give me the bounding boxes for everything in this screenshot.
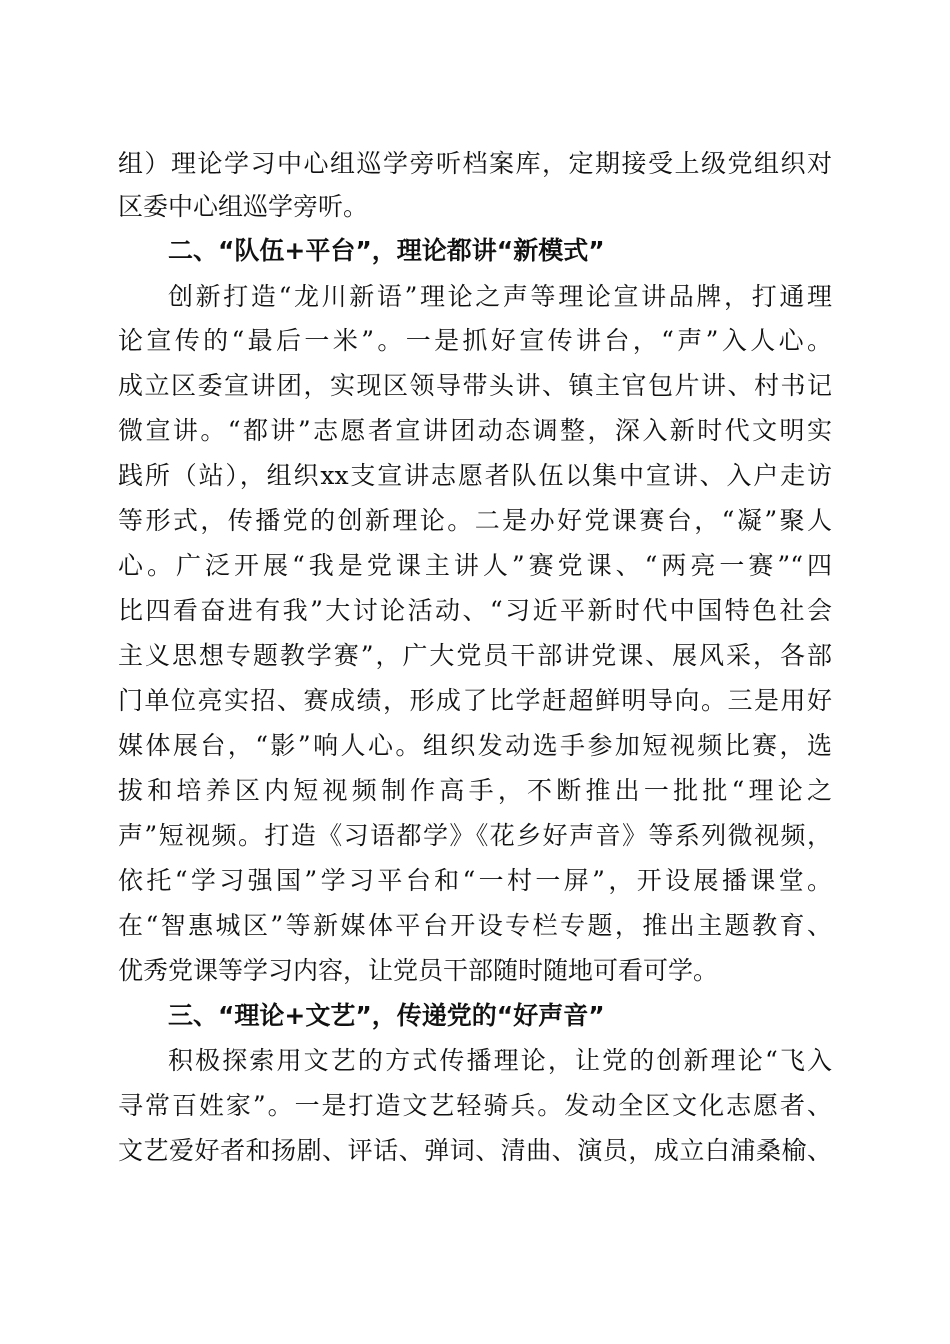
paragraph-line: 依托“学习强国”学习平台和“一村一屏”，开设展播课堂。 [118,866,832,895]
paragraph-line: 主义思想专题教学赛”，广大党员干部讲党课、展风采，各部 [118,641,832,670]
paragraph-line: 等形式，传播党的创新理论。二是办好党课赛台，“凝”聚人 [118,506,832,535]
paragraph-line: 积极探索用文艺的方式传播理论，让党的创新理论“飞入 [168,1046,832,1075]
paragraph-line: 成立区委宣讲团，实现区领导带头讲、镇主官包片讲、村书记 [118,371,832,400]
paragraph-line: 优秀党课等学习内容，让党员干部随时随地可看可学。 [118,956,719,985]
paragraph-line: 心。广泛开展“我是党课主讲人”赛党课、“两亮一赛”“四 [118,551,832,580]
paragraph-line: 声”短视频。打造《习语都学》《花乡好声音》等系列微视频， [118,821,832,850]
paragraph-line: 区委中心组巡学旁听。 [118,192,369,221]
paragraph-line: 比四看奋进有我”大讨论活动、“习近平新时代中国特色社会 [118,596,832,625]
section-heading-3: 三、“理论+文艺”，传递党的“好声音” [168,1001,605,1030]
paragraph-line: 门单位亮实招、赛成绩，形成了比学赶超鲜明导向。三是用好 [118,686,832,715]
paragraph-line: 文艺爱好者和扬剧、评话、弹词、清曲、演员，成立白浦桑榆、 [118,1136,832,1165]
paragraph-line: 创新打造“龙川新语”理论之声等理论宣讲品牌，打通理 [168,282,832,311]
paragraph-line: 论宣传的“最后一米”。一是抓好宣传讲台，“声”入人心。 [118,326,832,355]
paragraph-line: 媒体展台，“影”响人心。组织发动选手参加短视频比赛，选 [118,731,832,760]
paragraph-line: 寻常百姓家”。一是打造文艺轻骑兵。发动全区文化志愿者、 [118,1091,832,1120]
paragraph-line: 微宣讲。“都讲”志愿者宣讲团动态调整，深入新时代文明实 [118,416,832,445]
paragraph-line: 在“智惠城区”等新媒体平台开设专栏专题，推出主题教育、 [118,911,832,940]
paragraph-line: 拔和培养区内短视频制作高手，不断推出一批批“理论之 [118,776,832,805]
paragraph-line: 践所（站），组织xx支宣讲志愿者队伍以集中宣讲、入户走访 [118,461,832,490]
paragraph-line: 组）理论学习中心组巡学旁听档案库，定期接受上级党组织对 [118,149,832,178]
section-heading-2: 二、“队伍+平台”，理论都讲“新模式” [168,236,605,265]
